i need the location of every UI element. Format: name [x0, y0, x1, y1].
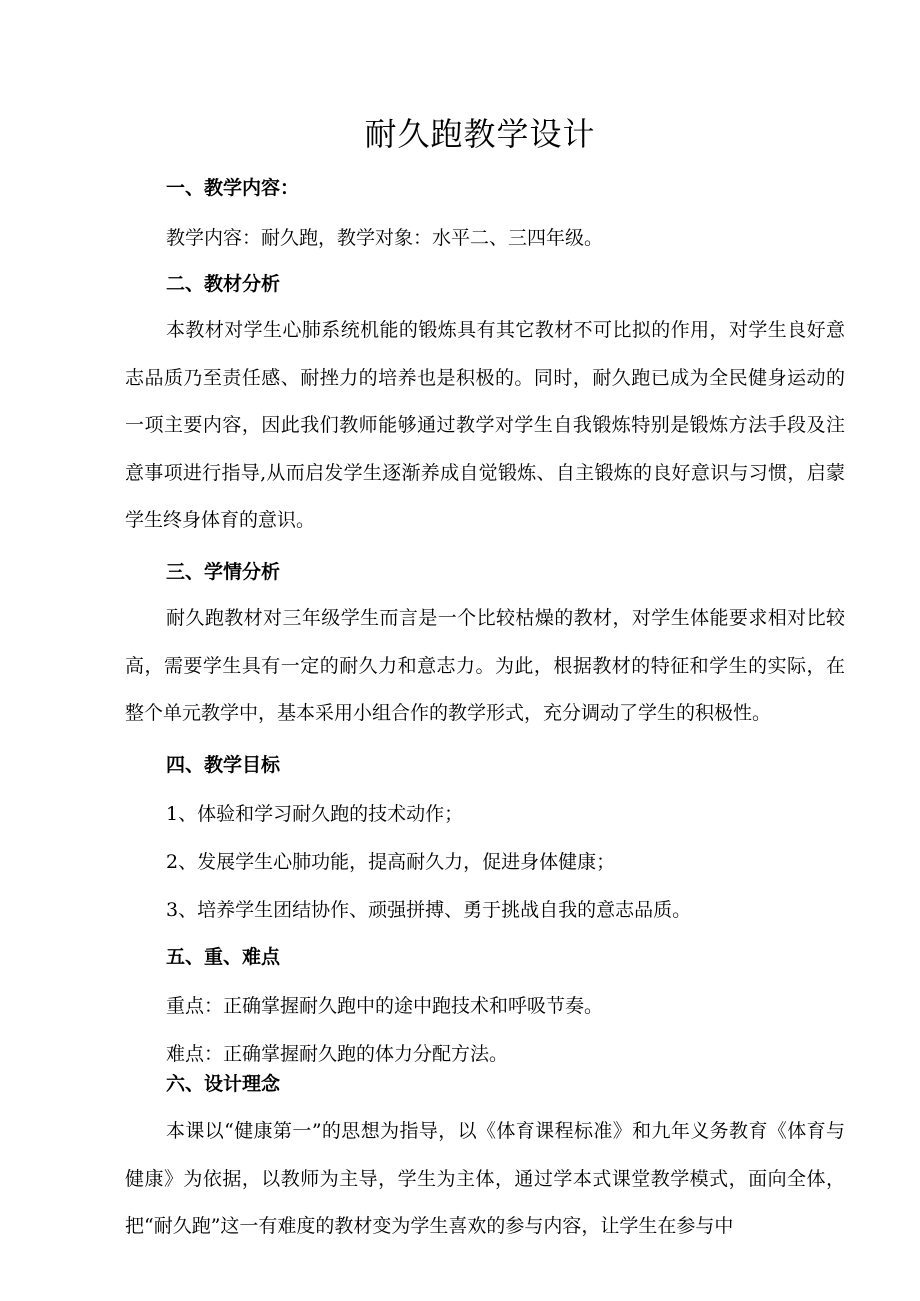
document-title: 耐久跑教学设计	[364, 115, 596, 153]
goal-item-2: 2、发展学生心肺功能，提高耐久力，促进身体健康；	[166, 851, 616, 873]
section-heading-material-analysis: 二、教材分析	[166, 273, 281, 295]
section-heading-student-analysis: 三、学情分析	[166, 561, 281, 583]
material-analysis-paragraph: 本教材对学生心肺系统机能的锻炼具有其它教材不可比拟的作用，对学生良好意志品质乃至责任感、耐挫力的培养也是积极的。同时，耐久跑已成为全民健身运动的一项主要内容，因此我们教师能够通过教学对学生自我锻炼特别是锻炼方法手段及注意事项进行指导,从而启发学生逐渐养成自觉锻炼、自主锻炼的良好意识与习惯，启蒙学生终身体育的意识。	[125, 319, 845, 531]
section-heading-content: 一、教学内容：	[166, 177, 300, 199]
section-heading-teaching-goals: 四、教学目标	[166, 754, 281, 776]
content-line: 教学内容：耐久跑，教学对象：水平二、三四年级。	[166, 227, 604, 249]
section-heading-design-concept: 六、设计理念	[166, 1073, 281, 1095]
student-analysis-paragraph: 耐久跑教材对三年级学生而言是一个比较枯燥的教材，对学生体能要求相对比较高，需要学生具有一定的耐久力和意志力。为此，根据教材的特征和学生的实际，在整个单元教学中，基本采用小组合作的教学形式，充分调动了学生的积极性。	[125, 607, 845, 724]
goal-item-1: 1、体验和学习耐久跑的技术动作；	[166, 803, 464, 825]
design-concept-paragraph: 本课以“健康第一”的思想为指导，以《体育课程标准》和九年义务教育《体育与健康》为依据，以教师为主导，学生为主体，通过学本式课堂教学模式，面向全体，把“耐久跑”这一有难度的教材变为学生喜欢的参与内容，让学生在参与中	[125, 1120, 845, 1237]
section-heading-key-points: 五、重、难点	[166, 946, 281, 968]
key-point-line: 重点：正确掌握耐久跑中的途中跑技术和呼吸节奏。	[166, 995, 604, 1017]
difficult-point-line: 难点：正确掌握耐久跑的体力分配方法。	[166, 1043, 509, 1065]
goal-item-3: 3、培养学生团结协作、顽强拼搏、勇于挑战自我的意志品质。	[166, 899, 692, 921]
